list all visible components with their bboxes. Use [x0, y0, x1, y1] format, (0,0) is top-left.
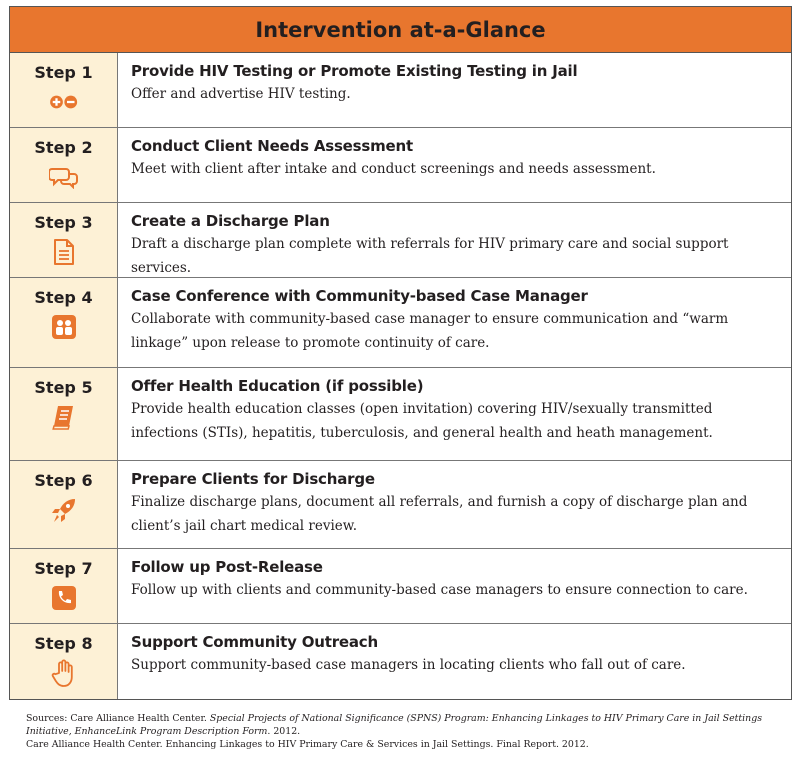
phone-icon — [49, 586, 79, 610]
step-cell — [10, 128, 118, 202]
step-label: Step 3 — [34, 213, 93, 232]
step-label: Step 4 — [34, 288, 93, 307]
people-icon — [49, 315, 79, 339]
step-content — [118, 128, 791, 202]
step-title: Support Community Outreach — [131, 633, 378, 651]
step-title: Prepare Clients for Discharge — [131, 470, 375, 488]
step-row-1 — [10, 53, 791, 128]
hand-icon — [49, 661, 79, 685]
rocket-icon — [49, 498, 79, 522]
step-description: Draft a discharge plan complete with referrals for HIV primary care and social support services. — [131, 236, 729, 276]
step-content — [118, 549, 791, 623]
step-title: Provide HIV Testing or Promote Existing Testing in Jail — [131, 62, 578, 80]
step-label: Step 7 — [34, 559, 93, 578]
step-row-4 — [10, 278, 791, 368]
step-description: Provide health education classes (open invitation) covering HIV/sexually transmitted infections (STIs), hepatitis, tuberculosis, and general health and heath management. — [131, 401, 713, 441]
book-icon — [49, 405, 79, 429]
step-description: Finalize discharge plans, document all referrals, and furnish a copy of discharge plan and client’s jail chart medical review. — [131, 494, 748, 534]
step-title: Case Conference with Community-based Case Manager — [131, 287, 588, 305]
step-label: Step 1 — [34, 63, 93, 82]
plus-minus-icon — [49, 90, 79, 114]
step-cell — [10, 368, 118, 460]
table-title: Intervention at-a-Glance — [10, 7, 791, 53]
step-content — [118, 53, 791, 127]
sources-note — [26, 712, 781, 751]
step-title: Create a Discharge Plan — [131, 212, 330, 230]
step-label: Step 2 — [34, 138, 93, 157]
step-row-2 — [10, 128, 791, 203]
step-row-7 — [10, 549, 791, 624]
source-title: Special Projects of National Significance (SPNS) Program: Enhancing Linkages to HIV Primary Care in Jail Settings Initiative, EnhanceLink Program Description Form — [26, 713, 763, 737]
intervention-table — [9, 6, 792, 700]
step-cell — [10, 549, 118, 623]
step-title: Follow up Post-Release — [131, 558, 323, 576]
step-row-3 — [10, 203, 791, 278]
step-cell — [10, 624, 118, 699]
step-label: Step 8 — [34, 634, 93, 653]
source-line-1 — [26, 712, 781, 738]
step-content — [118, 278, 791, 367]
step-content — [118, 461, 791, 548]
step-description: Support community-based case managers in locating clients who fall out of care. — [131, 657, 686, 673]
step-cell — [10, 461, 118, 548]
step-title: Offer Health Education (if possible) — [131, 377, 424, 395]
step-content — [118, 368, 791, 460]
step-description: Offer and advertise HIV testing. — [131, 86, 351, 102]
step-label: Step 6 — [34, 471, 93, 490]
step-cell — [10, 53, 118, 127]
step-row-5 — [10, 368, 791, 461]
step-title: Conduct Client Needs Assessment — [131, 137, 413, 155]
step-content — [118, 203, 791, 277]
step-cell — [10, 278, 118, 367]
step-description: Meet with client after intake and conduct screenings and needs assessment. — [131, 161, 656, 177]
step-description: Follow up with clients and community-based case managers to ensure connection to care. — [131, 582, 748, 598]
document-icon — [49, 240, 79, 264]
step-row-6 — [10, 461, 791, 549]
source-line-2: Care Alliance Health Center. Enhancing Linkages to HIV Primary Care & Services in Jail Settings. Final Report. 2012. — [26, 739, 589, 750]
step-description: Collaborate with community-based case manager to ensure communication and “warm linkage” upon release to promote continuity of care. — [131, 311, 729, 351]
step-row-8 — [10, 624, 791, 699]
source-suffix: . 2012. — [267, 726, 301, 737]
step-label: Step 5 — [34, 378, 93, 397]
source-prefix: Sources: Care Alliance Health Center. — [26, 713, 210, 724]
step-content — [118, 624, 791, 699]
step-cell — [10, 203, 118, 277]
chat-bubbles-icon — [49, 165, 79, 189]
